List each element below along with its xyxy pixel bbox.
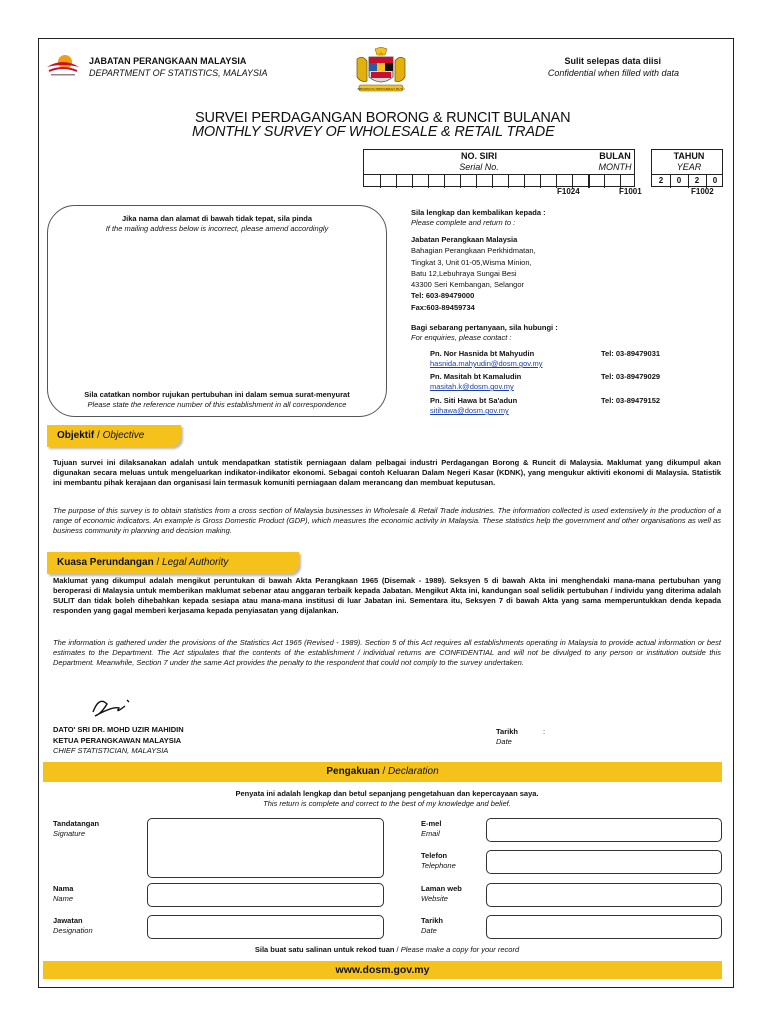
- signature-field[interactable]: [147, 818, 384, 878]
- chief-name: DATO' SRI DR. MOHD UZIR MAHIDIN: [53, 725, 184, 734]
- confidential-en: Confidential when filled with data: [547, 68, 679, 78]
- sign-date-colon: :: [543, 727, 546, 736]
- serial-header-box: [363, 149, 635, 174]
- year-digit: 0: [712, 176, 718, 185]
- copy-note-en: Please make a copy for your record: [400, 945, 520, 954]
- year-label: TAHUN: [673, 151, 705, 161]
- contact-tel: Tel: 03-89479029: [601, 372, 661, 381]
- year-header-box: [651, 149, 723, 174]
- contact-tel: Tel: 03-89479152: [601, 396, 661, 405]
- objective-para-ms: Tujuan survei ini dilaksanakan adalah untuk mendapatkan statistik perniagaan dalam pelbagai industri Perdagangan Borong & Runcit di Malaysia. Maklumat yang dikumpul akan digunakan secara meluas untuk mengeluarkan indikator-indikator ekonomi. Sebagai contoh Keluaran Dalam Negeri Kasar (KDNK), yang mengukur aktiviti ekonomi di Malaysia. Statistik ini membantu pihak kerajaan dan organisasi lain termasuk komuniti perniagaan dalam merancang dan membuat keputusan.: [53, 458, 721, 487]
- email-label-en: Email: [421, 829, 440, 838]
- designation-label-en: Designation: [53, 926, 93, 935]
- year-cells[interactable]: [651, 174, 723, 187]
- copy-note-ms: Sila buat satu salinan untuk rekod tuan: [254, 945, 395, 954]
- month-label: BULAN: [599, 151, 631, 161]
- chief-signature-icon: [89, 694, 139, 720]
- year-digit: 0: [676, 176, 682, 185]
- declaration-label-en: Declaration: [388, 766, 439, 777]
- date-label-ms: Tarikh: [421, 916, 443, 925]
- contact-name: Pn. Nor Hasnida bt Mahyudin: [430, 349, 535, 358]
- address-amend-ms: Jika nama dan alamat di bawah tidak tepat, sila pinda: [121, 214, 313, 223]
- address-line: Batu 12,Lebuhraya Sungai Besi: [411, 268, 517, 278]
- year-digit: 2: [694, 176, 700, 185]
- return-heading-en: Please complete and return to :: [411, 218, 516, 227]
- declaration-label-ms: Pengakuan: [326, 766, 380, 777]
- signature-label-en: Signature: [53, 829, 86, 838]
- sign-date-label-ms: Tarikh: [496, 727, 518, 736]
- agency-name-ms: JABATAN PERANGKAAN MALAYSIA: [89, 56, 247, 66]
- title-en: MONTHLY SURVEY OF WHOLESALE & RETAIL TRADE: [192, 124, 555, 140]
- return-address: [411, 235, 536, 313]
- confidential-ms: Sulit selepas data diisi: [564, 56, 661, 66]
- office-tel: Tel: 603-89479000: [411, 291, 475, 301]
- mailing-address-box[interactable]: [47, 205, 387, 417]
- name-label-ms: Nama: [53, 884, 74, 893]
- serial-code: F1024: [557, 187, 580, 196]
- survey-form-page: [38, 38, 734, 988]
- title-ms: SURVEI PERDAGANGAN BORONG & RUNCIT BULANAN: [195, 110, 571, 126]
- serial-label-en: Serial No.: [459, 162, 499, 172]
- declaration-bar: Pengakuan / Declaration: [43, 762, 722, 782]
- legal-label-en: Legal Authority: [162, 557, 229, 568]
- phone-field[interactable]: [486, 850, 722, 874]
- serial-label: NO. SIRI: [460, 151, 497, 161]
- address-amend-en: If the mailing address below is incorrect, please amend accordingly: [105, 224, 329, 233]
- reference-note-en: Please state the reference number of this establishment in all correspondence: [87, 400, 347, 409]
- objective-para-en: The purpose of this survey is to obtain statistics from a cross section of Malaysia businesses in Wholesale & Retail Trade industries. The information collected is used extensively in the production of a range of economic indicators. An example is Gross Domestic Product (GDP), which measures the economic activity in Malaysia. These statistics help the government and other organisations as well as business community in planning and decision making.: [53, 506, 721, 535]
- month-label-en: MONTH: [598, 162, 632, 172]
- sign-date-label-en: Date: [496, 737, 512, 746]
- address-line: Bahagian Perangkaan Perkhidmatan,: [411, 246, 536, 256]
- phone-label-en: Telephone: [421, 861, 456, 870]
- month-code: F1001: [619, 187, 642, 196]
- contact-tel: Tel: 03-89479031: [601, 349, 661, 358]
- objective-label-ms: Objektif: [57, 430, 95, 441]
- email-label-ms: E-mel: [421, 819, 442, 828]
- email-field[interactable]: [486, 818, 722, 842]
- legal-para-ms: Maklumat yang dikumpul adalah mengikut peruntukan di bawah Akta Perangkaan 1965 (Disemak - 1989). Seksyen 5 di bawah Akta ini menghendaki mana-mana pertubuhan yang beroperasi di Malaysia untuk memberikan maklumat sebenar atau anggaran terbaik kepada Jabatan. Mengikut Akta ini, kandungan soal selidik pertubuhan / individu yang diterima adalah SULIT dan tidak boleh dihebahkan kepada sesiapa atau mana-mana institusi di luar Jabatan ini. Sementara itu, Seksyen 7 di bawah Akta yang sama memperuntukkan denda kepada responden yang gagal memberi kerjasama kepada penyiasatan yang dijalankan.: [53, 576, 721, 615]
- objective-tab: Objektif / Objective: [47, 425, 181, 447]
- designation-label-ms: Jawatan: [53, 916, 83, 925]
- address-line: Jabatan Perangkaan Malaysia: [411, 235, 518, 244]
- reference-note-ms: Sila catatkan nombor rujukan pertubuhan ini dalam semua surat-menyurat: [84, 390, 350, 399]
- agency-name-en: DEPARTMENT OF STATISTICS, MALAYSIA: [89, 68, 268, 78]
- contact-name: Pn. Siti Hawa bt Sa'adun: [430, 396, 518, 405]
- website-label-en: Website: [421, 894, 448, 903]
- legal-tab: Kuasa Perundangan / Legal Authority: [47, 552, 299, 574]
- footer-url-link[interactable]: www.dosm.gov.my: [43, 961, 722, 979]
- phone-label-ms: Telefon: [421, 851, 448, 860]
- dosm-logo-icon: [43, 53, 83, 79]
- chief-title-en: CHIEF STATISTICIAN, MALAYSIA: [53, 746, 169, 755]
- contact-name: Pn. Masitah bt Kamaludin: [430, 372, 522, 381]
- contact-email-link[interactable]: sitihawa@dosm.gov.my: [430, 406, 509, 415]
- year-label-en: YEAR: [676, 162, 702, 172]
- address-line: 43300 Seri Kembangan, Selangor: [411, 280, 524, 290]
- enquiry-heading-ms: Bagi sebarang pertanyaan, sila hubungi :: [411, 323, 558, 332]
- year-digit: 2: [658, 176, 664, 185]
- copy-note: Sila buat satu salinan untuk rekod tuan / Please make a copy for your record: [254, 945, 520, 954]
- enquiry-heading-en: For enquiries, please contact :: [411, 333, 512, 342]
- date-label-en: Date: [421, 926, 437, 935]
- office-fax: Fax:603-89459734: [411, 302, 475, 312]
- serial-number-cells[interactable]: [363, 174, 635, 187]
- declaration-statement-ms: Penyata ini adalah lengkap dan betul sepanjang pengetahuan dan kepercayaan saya.: [235, 789, 539, 798]
- designation-field[interactable]: [147, 915, 384, 939]
- year-code: F1002: [691, 187, 714, 196]
- contact-email-link[interactable]: masitah.k@dosm.gov.my: [430, 382, 514, 391]
- name-field[interactable]: [147, 883, 384, 907]
- website-field[interactable]: [486, 883, 722, 907]
- website-label-ms: Laman web: [421, 884, 462, 893]
- signature-label-ms: Tandatangan: [53, 819, 100, 828]
- legal-label-ms: Kuasa Perundangan: [57, 557, 154, 568]
- contact-email-link[interactable]: hasnida.mahyudin@dosm.gov.my: [430, 359, 543, 368]
- address-line: Tingkat 3, Unit 01-05,Wisma Minion,: [411, 257, 532, 267]
- declaration-statement-en: This return is complete and correct to the best of my knowledge and belief.: [263, 799, 511, 808]
- legal-para-en: The information is gathered under the provisions of the Statistics Act 1965 (Revised - 1989). Section 5 of this Act requires all establishments operating in Malaysia to provide actual information or best estimates to the Department. The Act stipulates that the contents of the establishment / individual returns are CONFIDENTIAL and will not be divulged to any person or institution outside this Department. Meanwhile, Section 7 under the same Act provides the penalty to the respondent that could not comply to the survey undertaken.: [53, 638, 721, 667]
- malaysia-crest-icon: [349, 47, 413, 95]
- date-field[interactable]: [486, 915, 722, 939]
- objective-label-en: Objective: [102, 430, 145, 441]
- return-heading-ms: Sila lengkap dan kembalikan kepada :: [411, 208, 546, 217]
- svg-text:BERSEKUTU BERTAMBAH MUTU: BERSEKUTU BERTAMBAH MUTU: [357, 86, 405, 91]
- chief-title-ms: KETUA PERANGKAWAN MALAYSIA: [53, 736, 182, 745]
- name-label-en: Name: [53, 894, 74, 903]
